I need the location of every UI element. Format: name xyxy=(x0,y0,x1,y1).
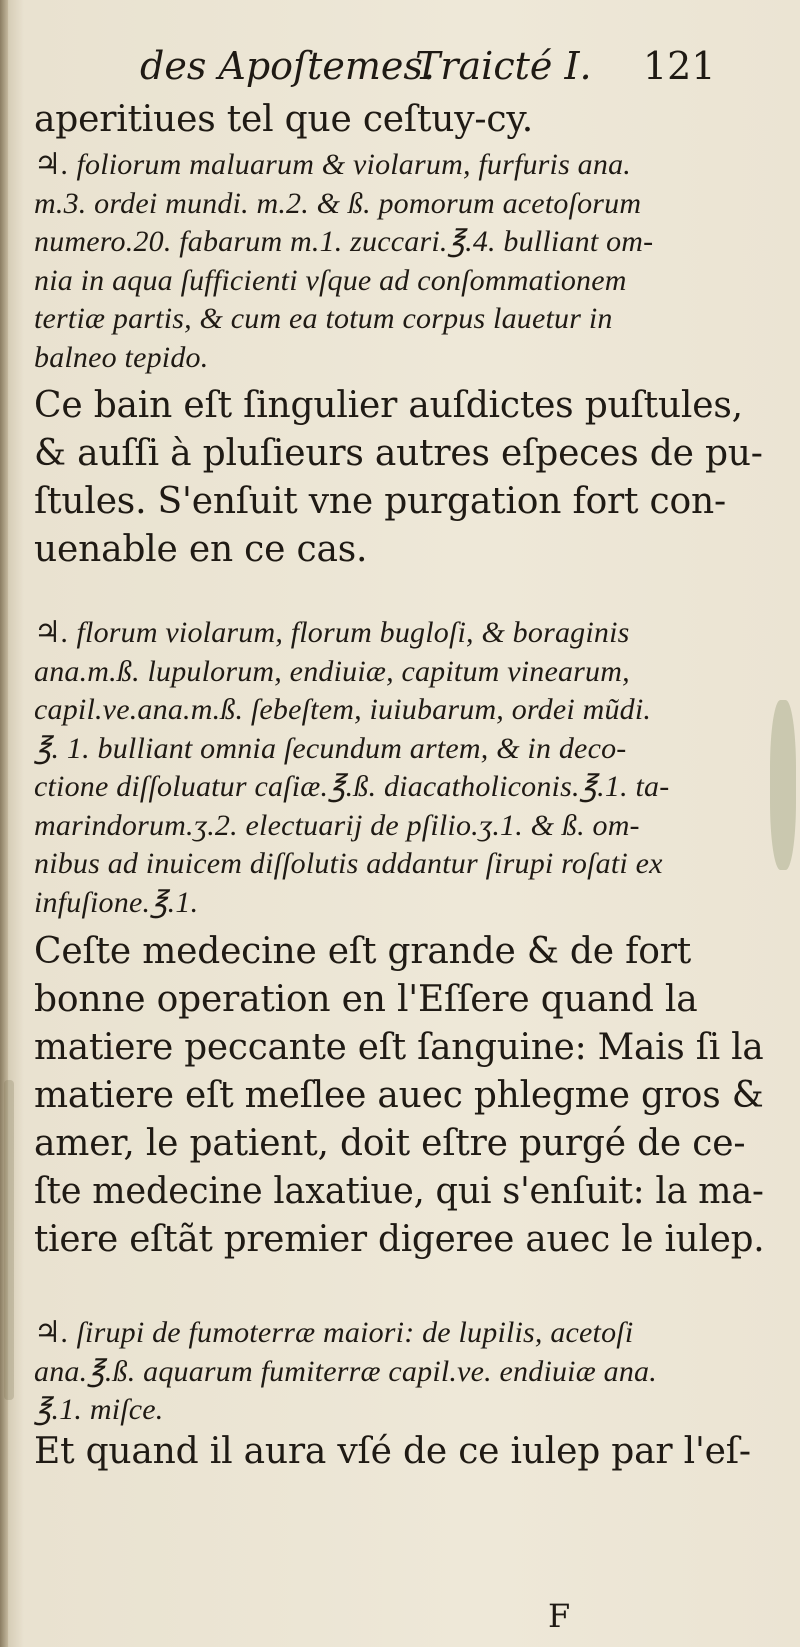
recipe-line: m.3. ordei mundi. m.2. & ß. pomorum acetoſorum xyxy=(34,186,642,220)
text-line: Ce bain eſt ſingulier auſdictes puſtules, xyxy=(34,385,743,426)
text-line: ſte medecine laxatiue, qui s'enſuit: la ma- xyxy=(34,1171,764,1212)
recipe-line: nibus ad inuicem diſſolutis addantur ſirupi roſati ex xyxy=(34,847,663,880)
recipe-line: ana.℥.ß. aquarum fumiterræ capil.ve. endiuiæ ana. xyxy=(34,1354,657,1388)
running-head-title: des Apoſtemes. xyxy=(140,44,435,88)
text-line: bonne operation en l'Eſſere quand la xyxy=(34,979,698,1020)
recipe-2 xyxy=(34,614,764,922)
recipe-line: ℥.1. miſce. xyxy=(34,1393,164,1426)
recipe-line: balneo tepido. xyxy=(34,340,209,374)
recipe-line: ♃. foliorum maluarum & violarum, furfuris ana. xyxy=(34,148,631,181)
text-line: Et quand il aura vſé de ce iulep par l'eſ- xyxy=(34,1431,751,1472)
recipe-line: ana.m.ß. lupulorum, endiuiæ, capitum vinearum, xyxy=(34,654,630,688)
recipe-line: ctione diſſoluatur caſiæ.℥.ß. diacatholiconis.℥.1. ta- xyxy=(34,770,670,803)
recipe-line: capil.ve.ana.m.ß. ſebeſtem, iuiubarum, ordei mũdi. xyxy=(34,693,652,726)
text-line: matiere eſt meſlee auec phlegme gros & xyxy=(34,1075,764,1116)
page-stain xyxy=(4,1080,14,1400)
running-head xyxy=(140,44,780,90)
paragraph-3 xyxy=(34,928,764,1264)
recipe-line: nia in aqua ſufficienti vſque ad conſommationem xyxy=(34,263,627,297)
recipe-line: ♃. ſirupi de fumoterræ maiori: de lupilis, acetoſi xyxy=(34,1316,634,1349)
paragraph-4 xyxy=(34,1428,764,1476)
text-line: ſtules. S'enſuit vne purgation fort con- xyxy=(34,481,726,522)
paragraph-2 xyxy=(34,382,764,574)
running-head-treatise: Traicté I. xyxy=(415,44,592,88)
page-stain xyxy=(770,700,796,870)
recipe-1 xyxy=(34,146,764,377)
text-line: & auſſi à pluſieurs autres eſpeces de pu- xyxy=(34,433,763,474)
recipe-3 xyxy=(34,1314,764,1430)
text-line: amer, le patient, doit eſtre purgé de ce- xyxy=(34,1123,746,1164)
text-line: uenable en ce cas. xyxy=(34,529,368,570)
recipe-line: ℥. 1. bulliant omnia ſecundum artem, & in deco- xyxy=(34,731,627,765)
paragraph-1 xyxy=(34,96,764,144)
signature-mark: F xyxy=(548,1597,571,1635)
recipe-line: numero.20. fabarum m.1. zuccari.℥.4. bulliant om- xyxy=(34,225,654,258)
text-line: aperitiues tel que ceſtuy-cy. xyxy=(34,99,533,140)
page-number: 121 xyxy=(643,44,716,88)
recipe-line: tertiæ partis, & cum ea totum corpus lauetur in xyxy=(34,302,613,335)
text-line: Ceſte medecine eſt grande & de fort xyxy=(34,931,691,972)
text-line: matiere peccante eſt ſanguine: Mais ſi la xyxy=(34,1027,764,1068)
recipe-line: ♃. florum violarum, florum bugloſi, & boraginis xyxy=(34,616,630,649)
recipe-line: marindorum.ʒ.2. electuarij de pſilio.ʒ.1. & ß. om- xyxy=(34,808,640,842)
text-line: tiere eſtãt premier digeree auec le iulep. xyxy=(34,1219,765,1260)
recipe-line: infuſione.℥.1. xyxy=(34,885,199,919)
